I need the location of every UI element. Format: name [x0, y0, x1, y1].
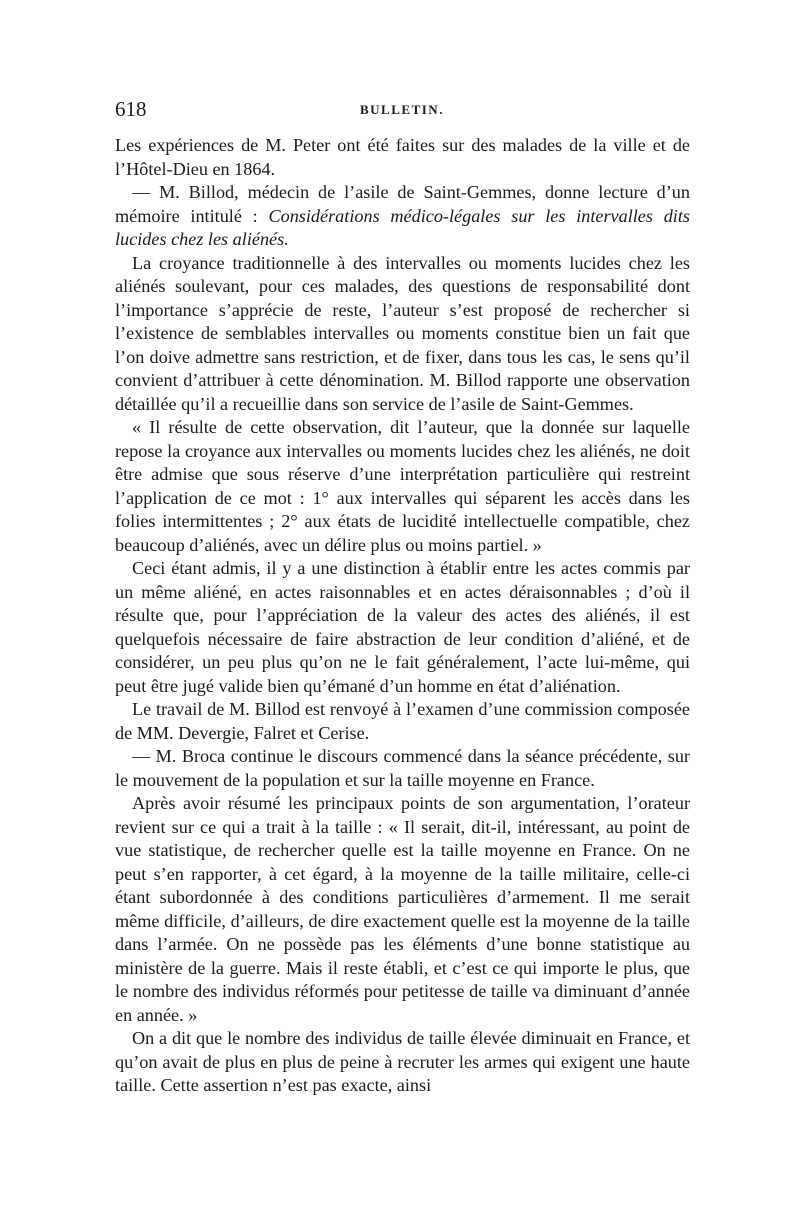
paragraph	[115, 1027, 690, 1098]
running-head	[115, 96, 685, 122]
paragraph	[115, 416, 690, 557]
paragraph-text: On a dit que le nombre des individus de taille élevée diminuait en France, et qu’on avait de plus en plus de peine à recruter les armes qui exigent une haute taille. Cette assertion n’est pas exacte, ainsi	[115, 1028, 690, 1095]
paragraph-text: — M. Billod, médecin de l’asile de Saint-Gemmes, donne lecture d’un mémoire intitulé :	[115, 182, 690, 226]
paragraph	[115, 134, 690, 181]
paragraph	[115, 557, 690, 698]
paragraph-text: La croyance traditionnelle à des intervalles ou moments lucides chez les aliénés soulevant, pour ces malades, des questions de responsabilité dont l’importance s’apprécie de reste, l’auteur s’est proposé de rechercher si l’existence de semblables intervalles ou moments constitue bien un fait que l’on doive admettre sans restriction, et de fixer, dans tous les cas, le sens qu’il convient d’attribuer à cette dénomination. M. Billod rapporte une observation détaillée qu’il a recueillie dans son service de l’asile de Saint-Gemmes.	[115, 252, 690, 414]
paragraph-text: Le travail de M. Billod est renvoyé à l’examen d’une commission composée de MM. Devergie, Falret et Cerise.	[115, 699, 690, 743]
page-number: 618	[115, 97, 147, 121]
running-title: BULLETIN.	[360, 102, 444, 117]
paragraph-text: Après avoir résumé les principaux points de son argumentation, l’orateur revient sur ce qui a trait à la taille : « Il serait, dit-il, intéressant, au point de vue statistique, de rechercher quelle est la taille moyenne en France. On ne peut s’en rapporter, à cet égard, à la moyenne de la taille militaire, celle-ci étant subordonnée à des conditions particulières d’armement. Il me serait même difficile, d’ailleurs, de dire exactement quelle est la moyenne de la taille dans l’armée. On ne possède pas les éléments d’une bonne statistique au ministère de la guerre. Mais il reste établi, et c’est ce qui importe le plus, que le nombre des individus réformés pour petitesse de taille va diminuant d’année en année. »	[115, 793, 690, 1025]
paragraph	[115, 792, 690, 1027]
body-text	[115, 134, 690, 1098]
paragraph-text: Ceci étant admis, il y a une distinction à établir entre les actes commis par un même aliéné, en actes raisonnables et en actes déraisonnables ; d’où il résulte que, pour l’appréciation de la valeur des actes des aliénés, il est quelquefois nécessaire de faire abstraction de leur condition d’aliéné, et de considérer, un peu plus qu’on ne le fait généralement, l’acte lui-même, qui peut être jugé valide bien qu’émané d’un homme en état d’aliénation.	[115, 558, 690, 696]
paragraph	[115, 745, 690, 792]
paragraph-text: « Il résulte de cette observation, dit l’auteur, que la donnée sur laquelle repose la croyance aux intervalles ou moments lucides chez les aliénés, ne doit être admise que sous réserve d’une interprétation particulière qui restreint l’application de ce mot : 1° aux intervalles qui séparent les accès dans les folies intermittentes ; 2° aux états de lucidité intellectuelle compatible, chez beaucoup d’aliénés, avec un délire plus ou moins partiel. »	[115, 417, 690, 555]
paragraph	[115, 181, 690, 252]
paragraph-text: — M. Broca continue le discours commencé dans la séance précédente, sur le mouvement de la population et sur la taille moyenne en France.	[115, 746, 690, 790]
paragraph	[115, 698, 690, 745]
paragraph	[115, 252, 690, 417]
paragraph-text: Les expériences de M. Peter ont été faites sur des malades de la ville et de l’Hôtel-Dieu en 1864.	[115, 135, 690, 179]
memoir-title: Considérations médico-légales sur les intervalles dits lucides chez les aliénés.	[115, 205, 690, 249]
